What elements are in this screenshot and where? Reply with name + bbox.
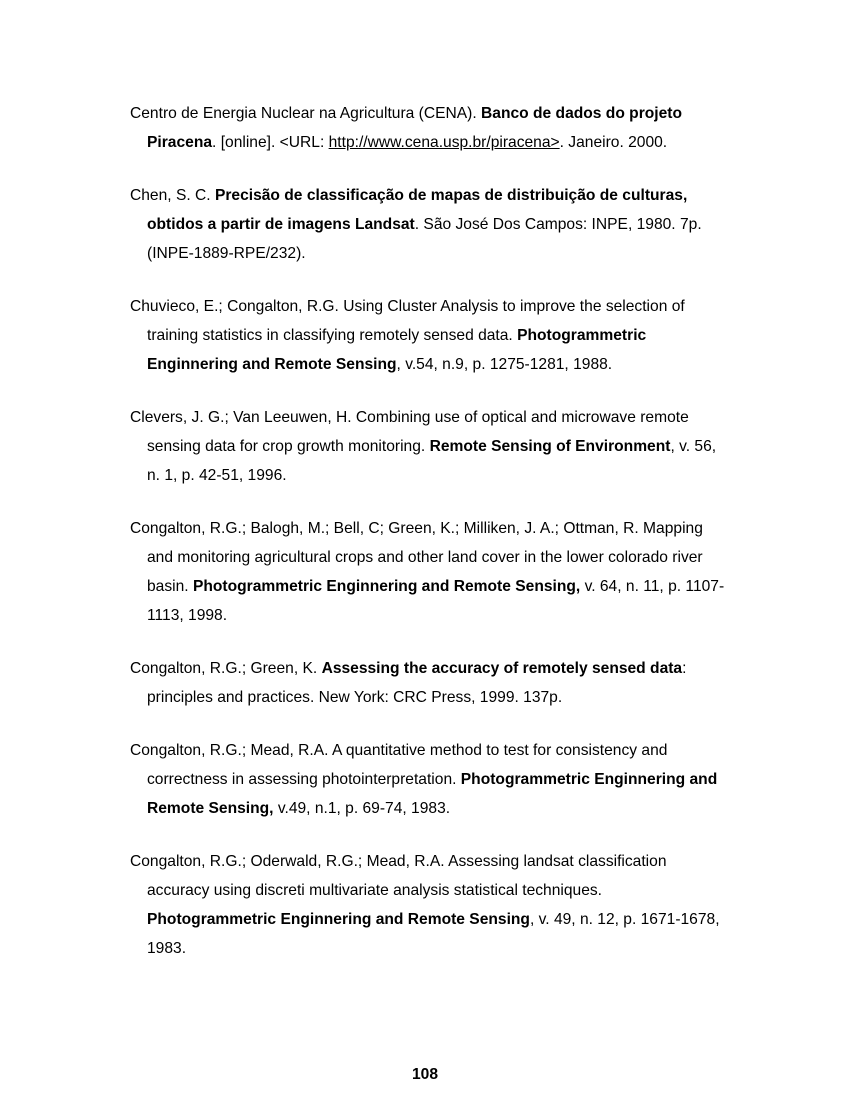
- reference-title: Photogrammetric Enginnering and Remote Sensing: [147, 327, 651, 373]
- reference-title: Photogrammetric Enginnering and Remote Sensing: [147, 911, 530, 928]
- reference-title: Precisão de classificação de mapas de distribuição de culturas, obtidos a partir de imagens Landsat: [147, 187, 692, 233]
- reference-text: v. 64, n. 11, p. 1107-1113, 1998.: [147, 578, 725, 624]
- reference-text: Congalton, R.G.; Balogh, M.; Bell, C; Green, K.; Milliken, J. A.; Ottman, R. Mapping and monitoring agricultural crops and other land cover in the lower colorado river basin.: [130, 520, 708, 595]
- reference-text: Centro de Energia Nuclear na Agricultura (CENA).: [130, 105, 482, 122]
- reference-title: Assessing the accuracy of remotely sensed data: [321, 660, 683, 677]
- reference-title: Banco de dados do projeto Piracena: [147, 105, 687, 151]
- reference-text: v.49, n.1, p. 69-74, 1983.: [273, 800, 451, 817]
- reference-text: Congalton, R.G.; Green, K.: [130, 660, 322, 677]
- reference-text: , v. 56, n. 1, p. 42-51, 1996.: [147, 438, 721, 484]
- reference-title: Photogrammetric Enginnering and Remote Sensing,: [192, 578, 581, 595]
- reference-text: Clevers, J. G.; Van Leeuwen, H. Combining use of optical and microwave remote sensing data for crop growth monitoring.: [130, 409, 694, 455]
- reference-entry: [130, 847, 730, 963]
- reference-text: Chuvieco, E.; Congalton, R.G. Using Cluster Analysis to improve the selection of training statistics in classifying remotely sensed data.: [130, 298, 690, 344]
- reference-entry: [130, 654, 730, 712]
- reference-entry: [130, 736, 730, 823]
- reference-text: . São José Dos Campos: INPE, 1980. 7p. (INPE-1889-RPE/232).: [147, 216, 706, 262]
- reference-entry: [130, 181, 730, 268]
- reference-entry: [130, 99, 730, 157]
- reference-text: . [online]. <URL:: [212, 134, 329, 151]
- reference-text: Congalton, R.G.; Oderwald, R.G.; Mead, R.A. Assessing landsat classification accuracy using discreti multivariate analysis statistical techniques.: [130, 853, 671, 899]
- page-number: 108: [411, 1066, 439, 1083]
- reference-text: , v.54, n.9, p. 1275-1281, 1988.: [396, 356, 613, 373]
- reference-text: : principles and practices. New York: CRC Press, 1999. 137p.: [147, 660, 691, 706]
- reference-title: Remote Sensing of Environment: [429, 438, 671, 455]
- reference-title: Photogrammetric Enginnering and Remote Sensing,: [147, 771, 722, 817]
- reference-entry: [130, 514, 730, 630]
- reference-list: [130, 99, 730, 963]
- reference-entry: [130, 403, 730, 490]
- reference-text: . Janeiro. 2000.: [559, 134, 668, 151]
- reference-text: , v. 49, n. 12, p. 1671-1678, 1983.: [147, 911, 724, 957]
- reference-text: Congalton, R.G.; Mead, R.A. A quantitative method to test for consistency and correctness in assessing photointerpretation.: [130, 742, 672, 788]
- reference-entry: [130, 292, 730, 379]
- reference-text: Chen, S. C.: [130, 187, 215, 204]
- reference-url-link[interactable]: http://www.cena.usp.br/piracena>: [328, 134, 560, 151]
